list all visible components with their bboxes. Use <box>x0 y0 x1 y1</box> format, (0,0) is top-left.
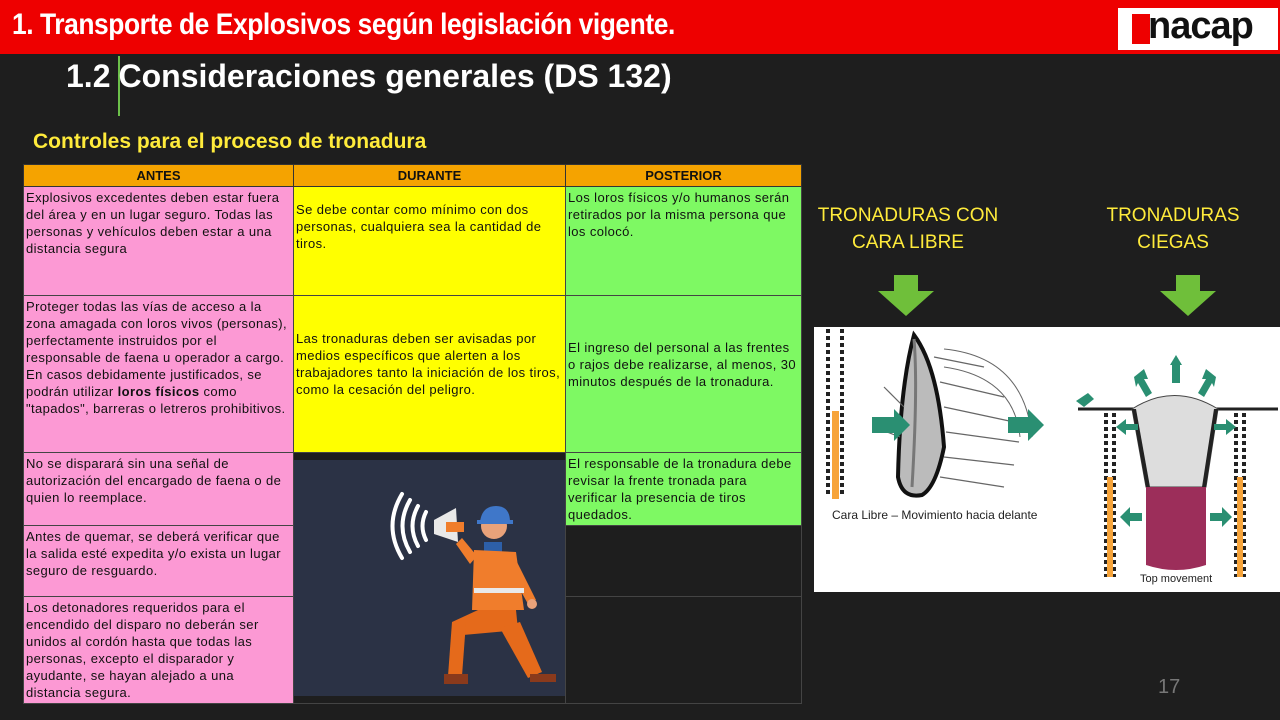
col-header-durante: DURANTE <box>294 165 566 187</box>
table-header-row <box>24 165 802 187</box>
worker-signaling-icon <box>294 460 565 696</box>
cara-libre-label: TRONADURAS CON CARA LIBRE <box>817 205 999 253</box>
cell-durante: Las tronaduras deben ser avisadas por medios específicos que alerten a los trabajadores tanto la iniciación de los tiros, como la cesación del peligro. <box>294 296 566 453</box>
table-title: Controles para el proceso de tronadura <box>33 130 427 153</box>
cell-antes: No se disparará sin una señal de autorización del encargado de faena o de quien lo reemplace. <box>24 453 294 526</box>
cell-posterior: Los loros físicos y/o humanos serán retirados por la misma persona que los colocó. <box>566 187 802 296</box>
empty-cell <box>566 597 802 704</box>
cell-antes: Explosivos excedentes deben estar fuera del área y en un lugar seguro. Todas las personas y vehículos deben estar a una distancia segura <box>24 187 294 296</box>
cell-antes: Antes de quemar, se deberá verificar que la salida esté expedita y/o exista un lugar seguro de resguardo. <box>24 526 294 597</box>
section-heading <box>66 58 672 95</box>
section-heading-text: Consideraciones generales (DS 132) <box>118 58 672 94</box>
inacap-logo <box>1118 5 1278 50</box>
empty-cell <box>566 526 802 597</box>
table-row <box>24 296 802 453</box>
ciegas-label: TRONADURAS CIEGAS <box>1106 205 1240 253</box>
worker-illustration <box>294 460 565 696</box>
col-header-antes: ANTES <box>24 165 294 187</box>
logo-text: nacap <box>1148 5 1253 47</box>
blast-diagram-graphic <box>814 327 1280 592</box>
down-arrow-icon <box>876 275 936 317</box>
highlighted-term: loros físicos <box>117 384 200 399</box>
header-bar <box>0 0 1280 54</box>
logo-mark-icon <box>1122 14 1150 44</box>
cell-antes: Proteger todas las vías de acceso a la zona amagada con loros vivos (personas), perfectamente instruidos por el responsable de faena u operador a cargo. En casos debidamente justificados, se podrán utilizar loros físicos como "tapados", barreras o letreros prohibitivos. <box>24 296 294 453</box>
cell-antes: Los detonadores requeridos para el encendido del disparo no deberán ser unidos al cordón hasta que todas las personas, excepto el disparador y ayudante, se hayan alejado a una distancia segura. <box>24 597 294 704</box>
blast-diagram <box>814 327 1280 592</box>
section-number: 1.2 <box>66 58 111 94</box>
col-header-posterior: POSTERIOR <box>566 165 802 187</box>
diagram-caption-left: Cara Libre – Movimiento hacia delante <box>832 508 1038 522</box>
cell-posterior: El ingreso del personal a las frentes o rajos debe realizarse, al menos, 30 minutos después de la tronadura. <box>566 296 802 453</box>
slide-title: 1. Transporte de Explosivos según legislación vigente. <box>12 8 675 41</box>
table-row <box>24 187 802 296</box>
page-number: 17 <box>1158 676 1181 698</box>
down-arrow-icon <box>1158 275 1218 317</box>
diagram-caption-right: Top movement <box>1140 573 1213 585</box>
cell-posterior: El responsable de la tronadura debe revisar la frente tronada para verificar la presencia de tiros quedados. <box>566 453 802 526</box>
cell-durante: Se debe contar como mínimo con dos personas, cualquiera sea la cantidad de tiros. <box>294 187 566 296</box>
